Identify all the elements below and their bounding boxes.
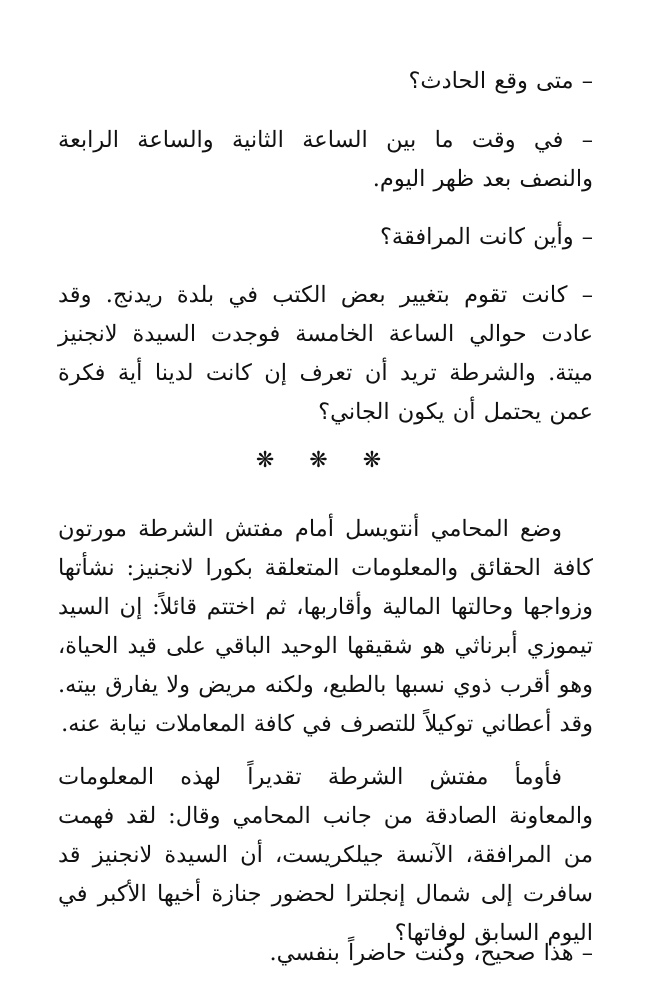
dialogue-answer-time: – في وقت ما بين الساعة الثانية والساعة الرابعة والنصف بعد ظهر اليوم. [58,127,593,192]
dialogue-question-when: – متى وقع الحادث؟ [408,68,593,94]
book-page [58,0,593,1000]
narrative-paragraph-inspector: فأومأ مفتش الشرطة تقديراً لهذه المعلومات والمعاونة الصادقة من جانب المحامي وقال: لقد فهمت من المرافقة، الآنسة جيلكريست، أن السيدة لانجنيز قد سافرت إلى شمال إنجلترا لحضور جنازة أخيها الأكبر في اليوم السابق لوفاتها؟ [58,764,593,946]
section-separator: ❋ ❋ ❋ [255,448,396,473]
dialogue-answer-reading: – كانت تقوم بتغيير بعض الكتب في بلدة ريدنج. وقد عادت حوالي الساعة الخامسة فوجدت السيدة لانجنيز ميتة. والشرطة تريد أن تعرف إن كانت لدينا أية فكرة عمن يحتمل أن يكون الجاني؟ [58,282,593,425]
dialogue-answer-correct: – هذا صحيح، وكنت حاضراً بنفسي. [269,940,593,966]
dialogue-question-where: – وأين كانت المرافقة؟ [379,224,593,250]
narrative-paragraph-lawyer: وضع المحامي أنتويسل أمام مفتش الشرطة مورتون كافة الحقائق والمعلومات المتعلقة بكورا لانجنيز: نشأتها وزواجها وحالتها المالية وأقاربها، ثم اختتم قائلاً: إن السيد تيموزي أبرناثي هو شقيقها الوحيد الباقي على قيد الحياة، وهو أقرب ذوي نسبها بالطبع، ولكنه مريض ولا يفارق بيته. وقد أعطاني توكيلاً للتصرف في كافة المعاملات نيابة عنه. [58,516,593,737]
